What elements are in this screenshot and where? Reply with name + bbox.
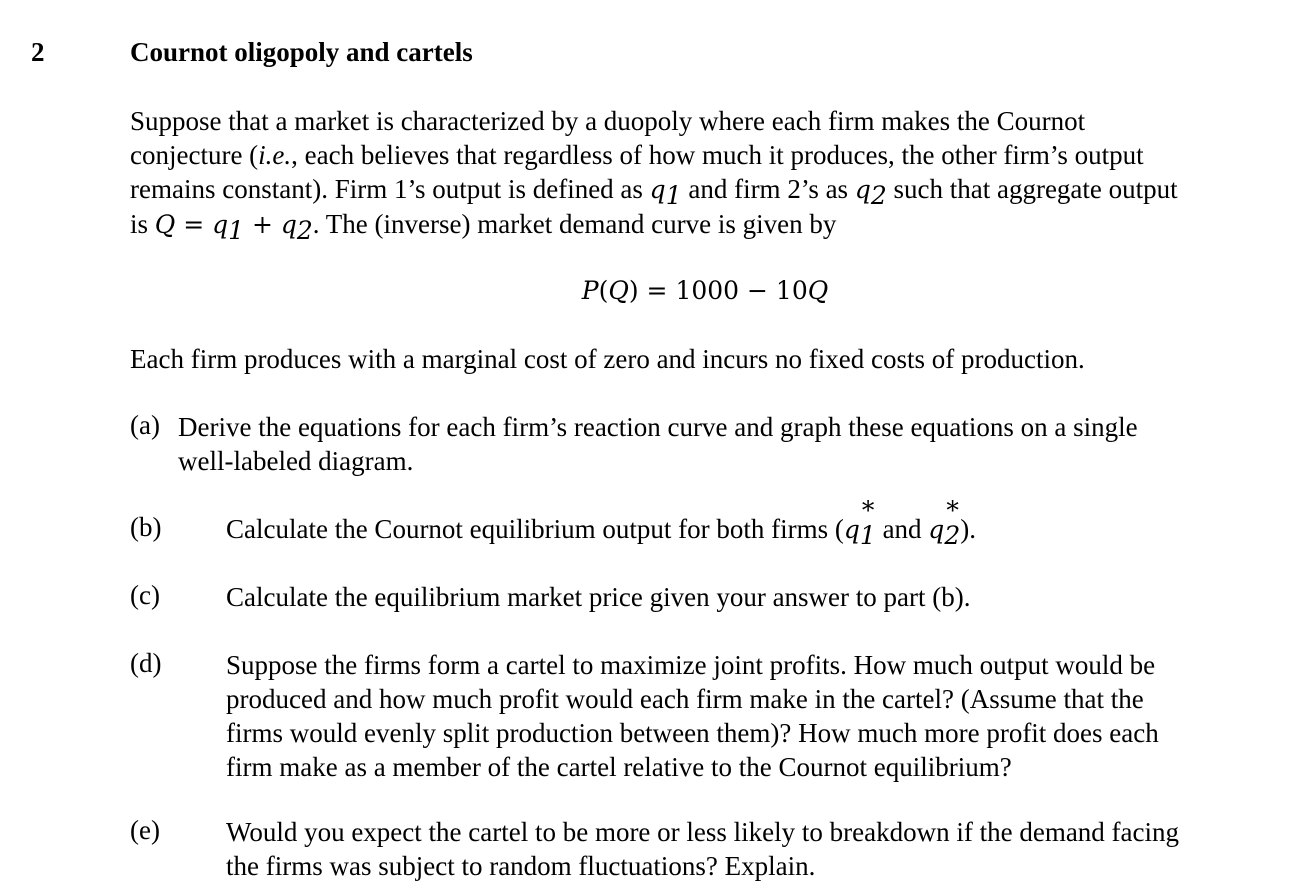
demand-equation xyxy=(0,275,1300,306)
cost-paragraph: Each firm produces with a marginal cost of zero and incurs no fixed costs of production. xyxy=(130,344,1085,374)
math-plus: + xyxy=(244,210,281,239)
part-d-text xyxy=(226,648,1159,784)
part-b-text xyxy=(226,496,976,550)
math-paren: ) xyxy=(628,276,639,305)
part-d-line-2: produced and how much profit would each firm make in the cartel? (Assume that the xyxy=(226,684,1144,714)
ie-abbreviation: i.e. xyxy=(258,140,292,170)
intro-line-1: Suppose that a market is characterized by a duopoly where each firm makes the Cournot xyxy=(130,106,1086,136)
intro-line-3 xyxy=(130,172,1280,210)
part-b-line xyxy=(226,496,976,550)
math-Q: Q xyxy=(807,276,829,305)
intro-text: remains constant). Firm 1’s output is defined as xyxy=(130,174,650,204)
part-d-label: (d) xyxy=(130,648,162,678)
math-paren: ( xyxy=(598,276,609,305)
intro-paragraph xyxy=(130,104,1280,245)
part-d-line-3: firms would evenly split production between them)? How much more profit does each xyxy=(226,718,1159,748)
part-e-line-2: the firms was subject to random fluctuations? Explain. xyxy=(226,851,816,881)
math-P: P xyxy=(581,276,599,305)
math-Q: Q xyxy=(608,276,629,305)
question-number: 2 xyxy=(31,37,45,67)
part-d-line-1: Suppose the firms form a cartel to maximize joint profits. How much output would be xyxy=(226,650,1156,680)
math-q1: $q_1$ xyxy=(649,175,682,210)
part-b-text-post: ). xyxy=(960,514,976,544)
part-b-label: (b) xyxy=(130,512,162,542)
intro-line-2 xyxy=(130,138,1280,172)
part-d-line-4: firm make as a member of the cartel relative to the Cournot equilibrium? xyxy=(226,752,1012,782)
part-e-label: (e) xyxy=(130,815,160,845)
math-q2-sum: $q_2$ xyxy=(280,210,313,245)
math-q1-star: $q_1$ * xyxy=(843,496,876,550)
question-title: Cournot oligopoly and cartels xyxy=(130,37,473,67)
part-c-text xyxy=(226,580,971,614)
intro-text: , each believes that regardless of how much it produces, the other firm’s output xyxy=(291,140,1144,170)
intro-text: . The (inverse) market demand curve is given by xyxy=(312,209,837,239)
part-a-text xyxy=(178,410,1138,478)
math-q2-star: $q_2$ * xyxy=(928,496,961,550)
math-Q: Q xyxy=(154,210,176,239)
intro-text: such that aggregate output xyxy=(886,174,1178,204)
intro-text: conjecture ( xyxy=(130,140,259,170)
math-q2: $q_2$ xyxy=(854,175,887,210)
intro-text: and firm 2’s as xyxy=(681,174,855,204)
part-c-label: (c) xyxy=(130,580,160,610)
part-c-line: Calculate the equilibrium market price given your answer to part (b). xyxy=(226,582,971,612)
part-a-line-1: Derive the equations for each firm’s reaction curve and graph these equations on a single xyxy=(178,412,1138,442)
part-e-text xyxy=(226,815,1179,883)
part-a-line-2: well-labeled diagram. xyxy=(178,446,414,476)
intro-line-4 xyxy=(130,207,1280,245)
part-a-label: (a) xyxy=(130,410,160,440)
math-q1-sum: $q_1$ xyxy=(212,210,245,245)
math-equals: = xyxy=(175,210,213,239)
part-b-text-pre: Calculate the Cournot equilibrium output for both firms ( xyxy=(226,514,844,544)
intro-text: is xyxy=(130,209,155,239)
part-b-text-mid: and xyxy=(875,514,929,544)
math-rhs: = 1000 − 10 xyxy=(638,276,808,305)
part-e-line-1: Would you expect the cartel to be more or less likely to breakdown if the demand facing xyxy=(226,817,1180,847)
